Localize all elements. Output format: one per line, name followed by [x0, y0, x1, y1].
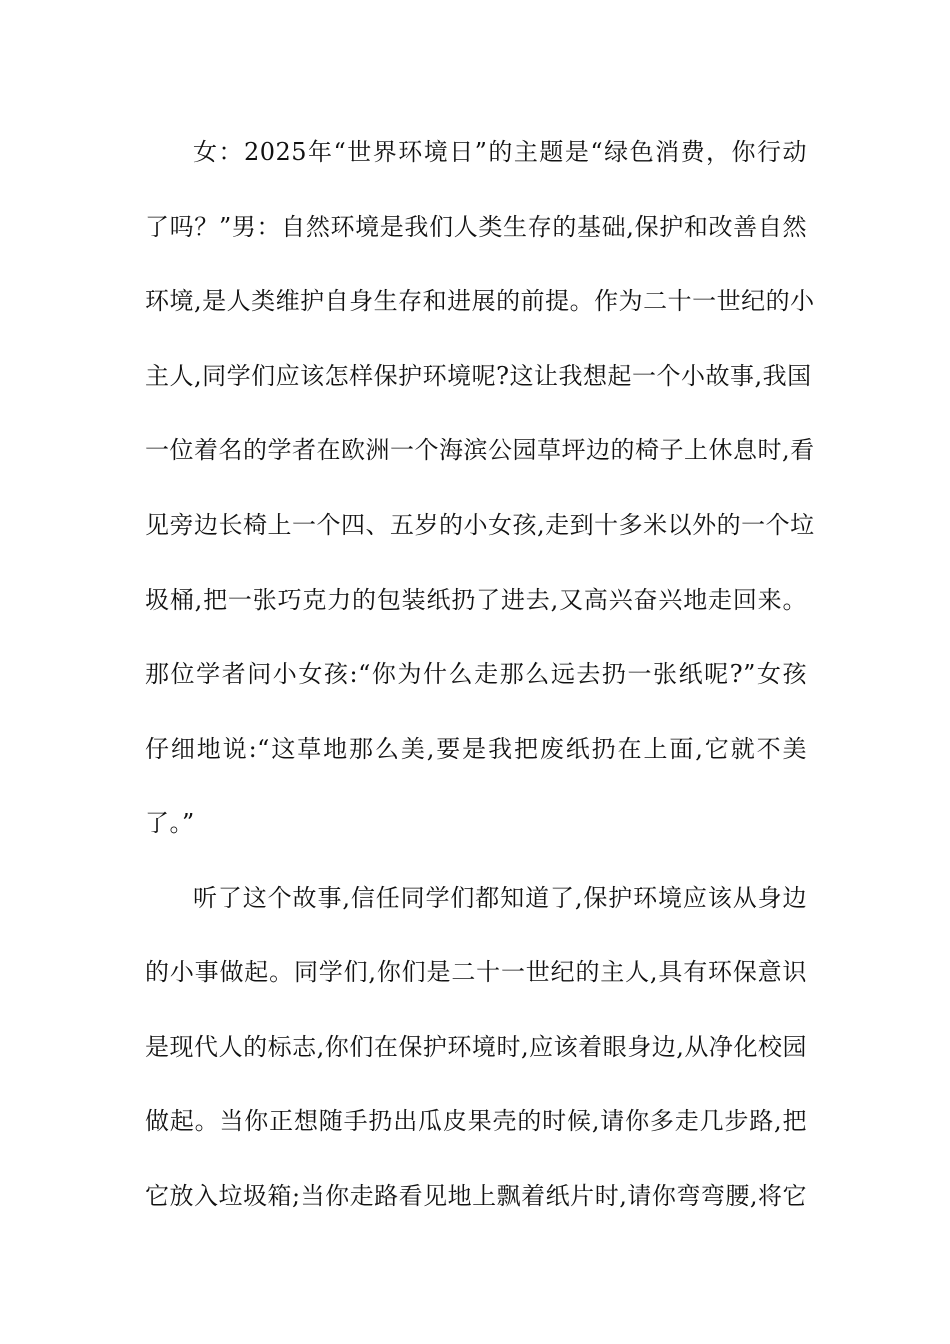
paragraph-1-line-4: 主人,同学们应该怎样保护环境呢?这让我想起一个小故事,我国: [145, 362, 812, 390]
paragraph-2-line-4: 做起。当你正想随手扔出瓜皮果壳的时候,请你多走几步路,把: [145, 1107, 807, 1135]
paragraph-1-line-10: 了。”: [145, 809, 195, 837]
paragraph-1-line-9: 仔细地说:“这草地那么美,要是我把废纸扔在上面,它就不美: [145, 735, 807, 763]
paragraph-1-line-1: 女：2025年“世界环境日”的主题是“绿色消费，你行动: [193, 138, 807, 166]
paragraph-2-line-1: 听了这个故事,信任同学们都知道了,保护环境应该从身边: [193, 884, 807, 912]
paragraph-1-line-5: 一位着名的学者在欧洲一个海滨公园草坪边的椅子上休息时,看: [145, 436, 815, 464]
paragraph-1-line-3: 环境,是人类维护自身生存和进展的前提。作为二十一世纪的小: [145, 287, 815, 315]
paragraph-2-line-3: 是现代人的标志,你们在保护环境时,应该着眼身边,从净化校园: [145, 1033, 807, 1061]
paragraph-1-line-7: 圾桶,把一张巧克力的包装纸扔了进去,又高兴奋兴地走回来。: [145, 586, 807, 614]
paragraph-1-line-2: 了吗？”男：自然环境是我们人类生存的基础,保护和改善自然: [145, 213, 807, 241]
paragraph-2-line-5: 它放入垃圾箱;当你走路看见地上飘着纸片时,请你弯弯腰,将它: [145, 1182, 807, 1210]
paragraph-1-line-6: 见旁边长椅上一个四、五岁的小女孩,走到十多米以外的一个垃: [145, 511, 815, 539]
paragraph-1-line-8: 那位学者问小女孩:“你为什么走那么远去扔一张纸呢?”女孩: [145, 660, 807, 688]
paragraph-2-line-2: 的小事做起。同学们,你们是二十一世纪的主人,具有环保意识: [145, 958, 807, 986]
